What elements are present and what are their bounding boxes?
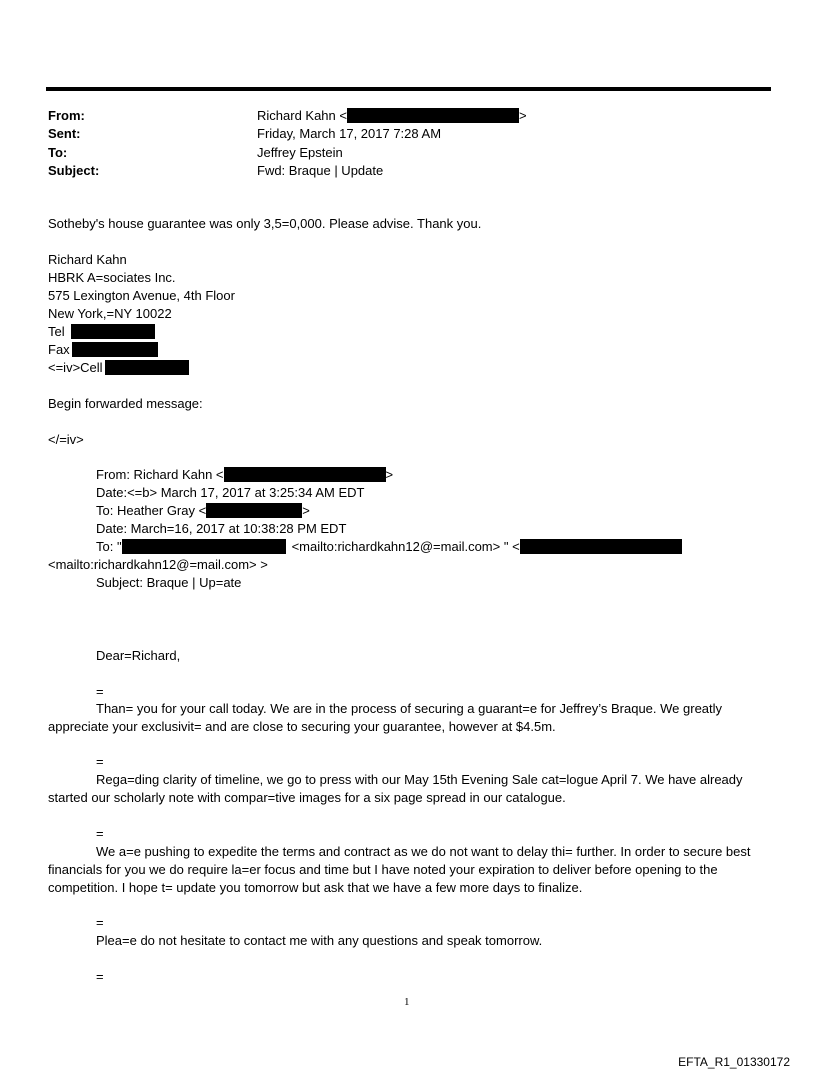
subject-label: Subject: (48, 163, 100, 178)
redaction-bar (224, 467, 386, 482)
sent-label: Sent: (48, 126, 81, 141)
div-close: </=iv> (48, 432, 84, 447)
fwd-date-2: Date: March=16, 2017 at 10:38:28 PM EDT (96, 521, 347, 536)
eq-mark: = (96, 826, 104, 841)
fwd-to-2 (96, 538, 682, 556)
redaction-bar (206, 503, 302, 518)
signature-name: Richard Kahn (48, 252, 127, 267)
fwd-to-text: To: Heather Gray < (96, 503, 207, 518)
redaction-bar (347, 108, 519, 123)
eq-mark: = (96, 915, 104, 930)
fwd-to (96, 502, 310, 520)
from-value (257, 107, 527, 125)
subject-value: Fwd: Braque | Update (257, 163, 384, 178)
document-id-stamp: EFTA_R1_01330172 (678, 1055, 790, 1069)
signature-address-1: 575 Lexington Avenue, 4th Floor (48, 288, 235, 303)
signature-tel (48, 323, 155, 341)
fwd-date: Date:<=b> March 17, 2017 at 3:25:34 AM EDT (96, 485, 365, 500)
eq-mark: = (96, 754, 104, 769)
fwd-subject: Subject: Braque | Up=ate (96, 575, 242, 590)
to-value: Jeffrey Epstein (257, 145, 343, 160)
letter-paragraph-3: We a=e pushing to expedite the terms and contract as we do not want to delay thi= further. In order to secure best financials for you we do require la=er focus and time but I have noted your expiration to deliver before opening to the competition. I hope t= update you tomorrow but ask that we have a few more days to finalize. (48, 844, 751, 895)
letter-paragraph-1: Than= you for your call today. We are in the process of securing a guarant=e for Jeffrey’s Braque. We greatly appreciate your exclusivit= and are close to securing your guarantee, however at $4.5m. (48, 701, 723, 734)
redaction-bar (71, 324, 155, 339)
fwd-mailto-line: <mailto:richardkahn12@=mail.com> > (48, 557, 268, 572)
redaction-bar (520, 539, 682, 554)
fax-label: Fax (48, 342, 70, 357)
signature-fax (48, 341, 158, 359)
intro-text: Sotheby's house guarantee was only 3,5=0,000. Please advise. Thank you. (48, 216, 482, 231)
forward-note: Begin forwarded message: (48, 396, 203, 411)
fwd-to-close: > (302, 503, 310, 518)
redaction-bar (105, 360, 189, 375)
letter-paragraph-2: Rega=ding clarity of timeline, we go to press with our May 15th Evening Sale cat=logue April 7. We have already started our scholarly note with compar=tive images for a six page spread in our catalogue. (48, 772, 743, 805)
from-label: From: (48, 108, 85, 123)
redaction-bar (122, 539, 286, 554)
fwd-from-close: > (385, 467, 394, 482)
header-rule (46, 87, 771, 91)
eq-mark: = (96, 969, 104, 984)
signature-address-2: New York,=NY 10022 (48, 306, 172, 321)
fwd-to2-prefix: To: " (96, 539, 122, 554)
to-label: To: (48, 145, 68, 160)
page-number: 1 (404, 996, 410, 1008)
signature-cell (48, 359, 189, 377)
fwd-from-text: From: Richard Kahn < (96, 467, 224, 482)
fwd-to2-mailto: <mailto:richardkahn12@=mail.com> " < (291, 539, 520, 554)
from-close: > (518, 108, 527, 123)
tel-label: Tel (48, 324, 65, 339)
letter-greeting: Dear=Richard, (96, 648, 181, 663)
letter-paragraph-4: Plea=e do not hesitate to contact me with any questions and speak tomorrow. (96, 933, 543, 948)
eq-mark: = (96, 684, 104, 699)
from-name: Richard Kahn < (257, 108, 347, 123)
fwd-from (96, 466, 393, 484)
cell-label: <=iv>Cell (48, 360, 103, 375)
redaction-bar (72, 342, 158, 357)
sent-value: Friday, March 17, 2017 7:28 AM (257, 126, 442, 141)
signature-company: HBRK A=sociates Inc. (48, 270, 176, 285)
